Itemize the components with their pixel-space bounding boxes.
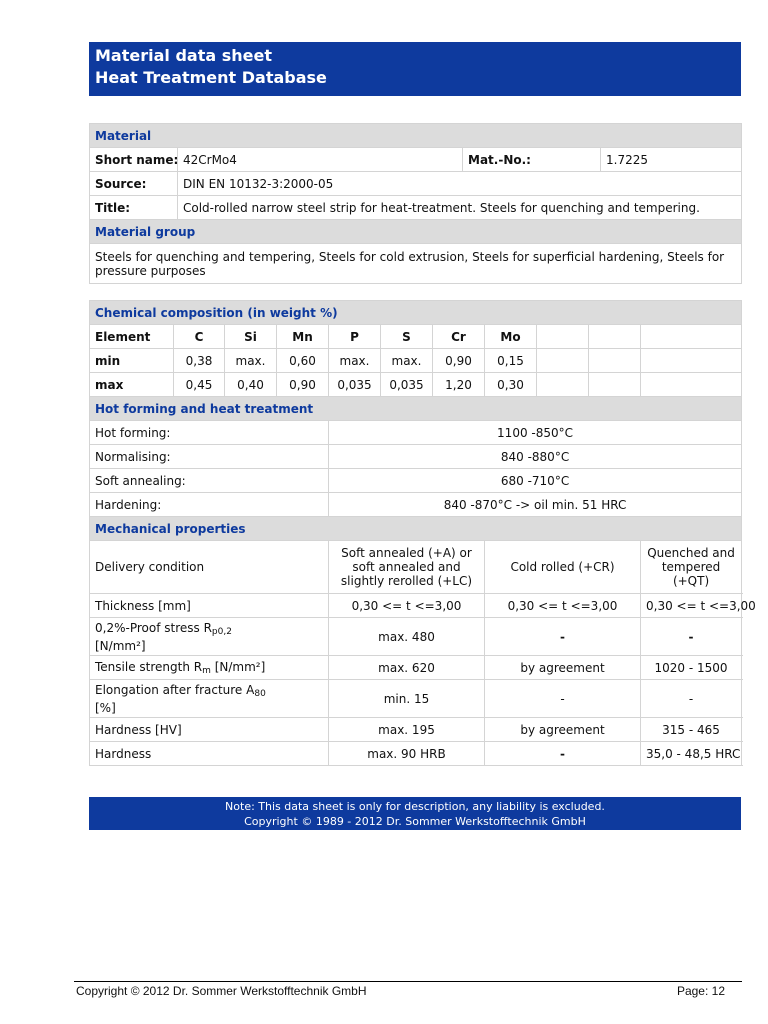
chem-section-header: Chemical composition (in weight %): [90, 301, 742, 325]
empty-cell: [537, 349, 589, 373]
hardness-hv-label: Hardness [HV]: [90, 718, 329, 742]
col-soft-annealed: Soft annealed (+A) or soft annealed and slightly rerolled (+LC): [329, 541, 485, 594]
chem-header-cell: C: [174, 325, 225, 349]
chem-cell: 0,90: [433, 349, 485, 373]
header-subtitle: Heat Treatment Database: [95, 68, 327, 87]
empty-cell: [589, 373, 641, 397]
delivery-condition-label: Delivery condition: [90, 541, 329, 594]
tensile-label: Tensile strength $R_m$ [N/mm²]: [90, 656, 329, 680]
material-group-header: Material group: [90, 220, 742, 244]
disclaimer-line: Note: This data sheet is only for description, any liability is excluded.: [225, 800, 605, 813]
empty-cell: [641, 325, 742, 349]
material-table: [89, 123, 742, 284]
chem-cell: 0,38: [174, 349, 225, 373]
chem-max-row: [90, 373, 742, 397]
chem-row-label: min: [90, 349, 174, 373]
hot-row-value: 680 -710°C: [329, 469, 742, 493]
thickness-qt: 0,30 <= t <=3,00: [641, 594, 742, 618]
chem-cell: 0,45: [174, 373, 225, 397]
empty-cell: [641, 349, 742, 373]
proof-stress-label: 0,2%-Proof stress $R_{p0,2}$ [N/mm²]: [90, 618, 329, 656]
proof-stress-row: [90, 618, 742, 656]
chem-cell: 0,90: [277, 373, 329, 397]
chem-header-cell: Si: [225, 325, 277, 349]
tensile-row: [90, 656, 742, 680]
sheet-header: [89, 42, 741, 96]
copyright-line: Copyright © 1989 - 2012 Dr. Sommer Werkstofftechnik GmbH: [244, 815, 586, 828]
chem-cell: max.: [381, 349, 433, 373]
source-label: Source:: [90, 172, 178, 196]
chem-header-cell: Cr: [433, 325, 485, 349]
disclaimer-note: [89, 797, 741, 830]
chem-header-cell: Mo: [485, 325, 537, 349]
title-label: Title:: [90, 196, 178, 220]
elongation-row: [90, 680, 742, 718]
tensile-a: max. 620: [329, 656, 485, 680]
hardness-hv-cr: by agreement: [485, 718, 641, 742]
tensile-cr: by agreement: [485, 656, 641, 680]
chem-cell: 0,30: [485, 373, 537, 397]
chem-header-cell: Element: [90, 325, 174, 349]
proof-stress-cr: -: [485, 618, 641, 656]
chem-cell: 0,60: [277, 349, 329, 373]
properties-table: [89, 300, 756, 766]
hardness-row: [90, 742, 742, 766]
thickness-label: Thickness [mm]: [90, 594, 329, 618]
hardness-cr: -: [485, 742, 641, 766]
hot-row-label: Soft annealing:: [90, 469, 329, 493]
mech-header-row: [90, 541, 742, 594]
proof-stress-qt: -: [641, 618, 742, 656]
short-name-value: 42CrMo4: [178, 148, 463, 172]
footer-copyright: Copyright © 2012 Dr. Sommer Werkstofftechnik GmbH: [76, 984, 367, 998]
hardness-hv-row: [90, 718, 742, 742]
chem-header-cell: Mn: [277, 325, 329, 349]
chem-header-row: [90, 325, 742, 349]
hot-row: [90, 493, 742, 517]
col-cold-rolled: Cold rolled (+CR): [485, 541, 641, 594]
chem-header-cell: S: [381, 325, 433, 349]
material-section-header: Material: [90, 124, 742, 148]
empty-cell: [589, 325, 641, 349]
thickness-row: [90, 594, 742, 618]
chem-cell: max.: [329, 349, 381, 373]
thickness-cr: 0,30 <= t <=3,00: [485, 594, 641, 618]
hardness-qt: 35,0 - 48,5 HRC: [641, 742, 742, 766]
chem-row-label: max: [90, 373, 174, 397]
title-value: Cold-rolled narrow steel strip for heat-treatment. Steels for quenching and tempering.: [178, 196, 742, 220]
chem-cell: 0,40: [225, 373, 277, 397]
empty-cell: [589, 349, 641, 373]
tensile-qt: 1020 - 1500: [641, 656, 742, 680]
empty-cell: [641, 373, 742, 397]
hardness-label: Hardness: [90, 742, 329, 766]
source-value: DIN EN 10132-3:2000-05: [178, 172, 742, 196]
hot-row: [90, 421, 742, 445]
empty-cell: [537, 325, 589, 349]
short-name-label: Short name:: [90, 148, 178, 172]
hot-row-label: Normalising:: [90, 445, 329, 469]
elongation-cr: -: [485, 680, 641, 718]
footer-page-number: Page: 12: [676, 984, 725, 998]
hardness-hv-qt: 315 - 465: [641, 718, 742, 742]
thickness-a: 0,30 <= t <=3,00: [329, 594, 485, 618]
elongation-qt: -: [641, 680, 742, 718]
hot-row-label: Hardening:: [90, 493, 329, 517]
hot-section-header: Hot forming and heat treatment: [90, 397, 742, 421]
mat-no-label: Mat.-No.:: [463, 148, 601, 172]
empty-cell: [537, 373, 589, 397]
chem-cell: 0,035: [329, 373, 381, 397]
hot-row: [90, 469, 742, 493]
chem-header-cell: P: [329, 325, 381, 349]
chem-cell: 1,20: [433, 373, 485, 397]
header-title: Material data sheet: [95, 46, 272, 65]
hardness-a: max. 90 HRB: [329, 742, 485, 766]
elongation-a: min. 15: [329, 680, 485, 718]
chem-min-row: [90, 349, 742, 373]
hot-row-value: 1100 -850°C: [329, 421, 742, 445]
proof-stress-a: max. 480: [329, 618, 485, 656]
hot-row-value: 840 -880°C: [329, 445, 742, 469]
hardness-hv-a: max. 195: [329, 718, 485, 742]
mat-no-value: 1.7225: [601, 148, 742, 172]
hot-row-value: 840 -870°C -> oil min. 51 HRC: [329, 493, 742, 517]
hot-row: [90, 445, 742, 469]
col-quenched-tempered: Quenched and tempered (+QT): [641, 541, 742, 594]
hot-row-label: Hot forming:: [90, 421, 329, 445]
footer-divider: [74, 981, 742, 982]
chem-cell: max.: [225, 349, 277, 373]
chem-cell: 0,035: [381, 373, 433, 397]
elongation-label: Elongation after fracture $A_{80}$ [%]: [90, 680, 329, 718]
mech-section-header: Mechanical properties: [90, 517, 742, 541]
chem-cell: 0,15: [485, 349, 537, 373]
material-group-value: Steels for quenching and tempering, Steels for cold extrusion, Steels for superficial hardening, Steels for pressure purposes: [90, 244, 742, 284]
